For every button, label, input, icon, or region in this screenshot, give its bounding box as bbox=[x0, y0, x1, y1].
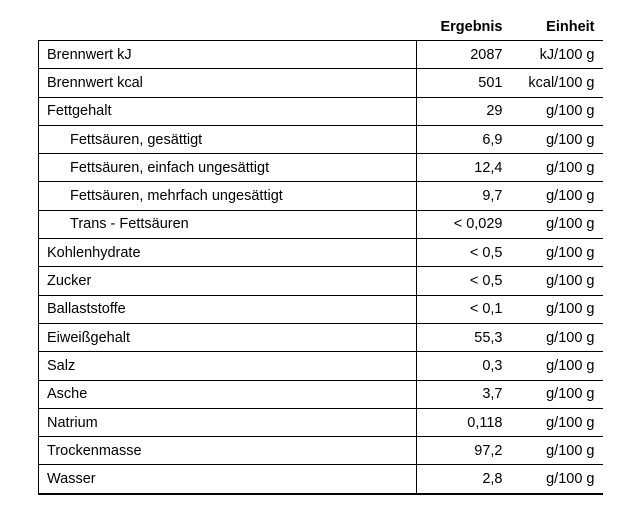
nutrient-name: Fettgehalt bbox=[39, 97, 417, 125]
nutrient-unit: g/100 g bbox=[511, 465, 603, 494]
nutrient-value: 2,8 bbox=[417, 465, 511, 494]
nutrient-unit: g/100 g bbox=[511, 210, 603, 238]
table-row bbox=[39, 154, 603, 182]
nutrient-unit: kcal/100 g bbox=[511, 69, 603, 97]
nutrient-value: < 0,5 bbox=[417, 239, 511, 267]
nutrient-value: < 0,5 bbox=[417, 267, 511, 295]
nutrient-value: 12,4 bbox=[417, 154, 511, 182]
table-row bbox=[39, 125, 603, 153]
nutrient-value: 3,7 bbox=[417, 380, 511, 408]
table-row bbox=[39, 210, 603, 238]
nutrient-name: Asche bbox=[39, 380, 417, 408]
nutrient-name: Kohlenhydrate bbox=[39, 239, 417, 267]
nutrient-unit: g/100 g bbox=[511, 437, 603, 465]
nutrient-value: 97,2 bbox=[417, 437, 511, 465]
nutrient-name: Trockenmasse bbox=[39, 437, 417, 465]
nutrient-name: Salz bbox=[39, 352, 417, 380]
table-body bbox=[39, 41, 603, 494]
table-row bbox=[39, 97, 603, 125]
nutrient-name: Zucker bbox=[39, 267, 417, 295]
nutrient-value: < 0,029 bbox=[417, 210, 511, 238]
nutrient-name: Brennwert kJ bbox=[39, 41, 417, 69]
nutrient-name: Fettsäuren, mehrfach ungesättigt bbox=[39, 182, 417, 210]
nutrient-name: Fettsäuren, einfach ungesättigt bbox=[39, 154, 417, 182]
nutrient-value: 0,3 bbox=[417, 352, 511, 380]
table-row bbox=[39, 408, 603, 436]
table-row bbox=[39, 182, 603, 210]
nutrient-unit: g/100 g bbox=[511, 380, 603, 408]
nutrient-value: 9,7 bbox=[417, 182, 511, 210]
header-unit: Einheit bbox=[511, 14, 603, 41]
table-row bbox=[39, 437, 603, 465]
table-row bbox=[39, 239, 603, 267]
nutrient-name: Ballaststoffe bbox=[39, 295, 417, 323]
table-header-row bbox=[39, 14, 603, 41]
table-row bbox=[39, 267, 603, 295]
table-row bbox=[39, 323, 603, 351]
table-row bbox=[39, 69, 603, 97]
nutrition-table bbox=[38, 14, 603, 495]
nutrient-name: Natrium bbox=[39, 408, 417, 436]
nutrient-unit: g/100 g bbox=[511, 97, 603, 125]
nutrient-unit: g/100 g bbox=[511, 295, 603, 323]
nutrient-unit: g/100 g bbox=[511, 239, 603, 267]
nutrient-name: Brennwert kcal bbox=[39, 69, 417, 97]
table-row bbox=[39, 380, 603, 408]
nutrient-unit: kJ/100 g bbox=[511, 41, 603, 69]
nutrient-value: 501 bbox=[417, 69, 511, 97]
nutrient-unit: g/100 g bbox=[511, 323, 603, 351]
table-row bbox=[39, 295, 603, 323]
nutrient-value: 55,3 bbox=[417, 323, 511, 351]
table-row bbox=[39, 41, 603, 69]
nutrient-unit: g/100 g bbox=[511, 408, 603, 436]
nutrient-value: 0,118 bbox=[417, 408, 511, 436]
nutrient-name: Eiweißgehalt bbox=[39, 323, 417, 351]
nutrient-unit: g/100 g bbox=[511, 182, 603, 210]
nutrient-unit: g/100 g bbox=[511, 352, 603, 380]
nutrient-unit: g/100 g bbox=[511, 267, 603, 295]
nutrient-unit: g/100 g bbox=[511, 154, 603, 182]
table-row bbox=[39, 352, 603, 380]
nutrient-name: Fettsäuren, gesättigt bbox=[39, 125, 417, 153]
header-result: Ergebnis bbox=[417, 14, 511, 41]
nutrient-value: 2087 bbox=[417, 41, 511, 69]
nutrient-unit: g/100 g bbox=[511, 125, 603, 153]
nutrient-value: 29 bbox=[417, 97, 511, 125]
header-empty-cell bbox=[39, 14, 417, 41]
nutrient-name: Trans - Fettsäuren bbox=[39, 210, 417, 238]
nutrient-value: < 0,1 bbox=[417, 295, 511, 323]
nutrient-value: 6,9 bbox=[417, 125, 511, 153]
table-row bbox=[39, 465, 603, 494]
nutrient-name: Wasser bbox=[39, 465, 417, 494]
